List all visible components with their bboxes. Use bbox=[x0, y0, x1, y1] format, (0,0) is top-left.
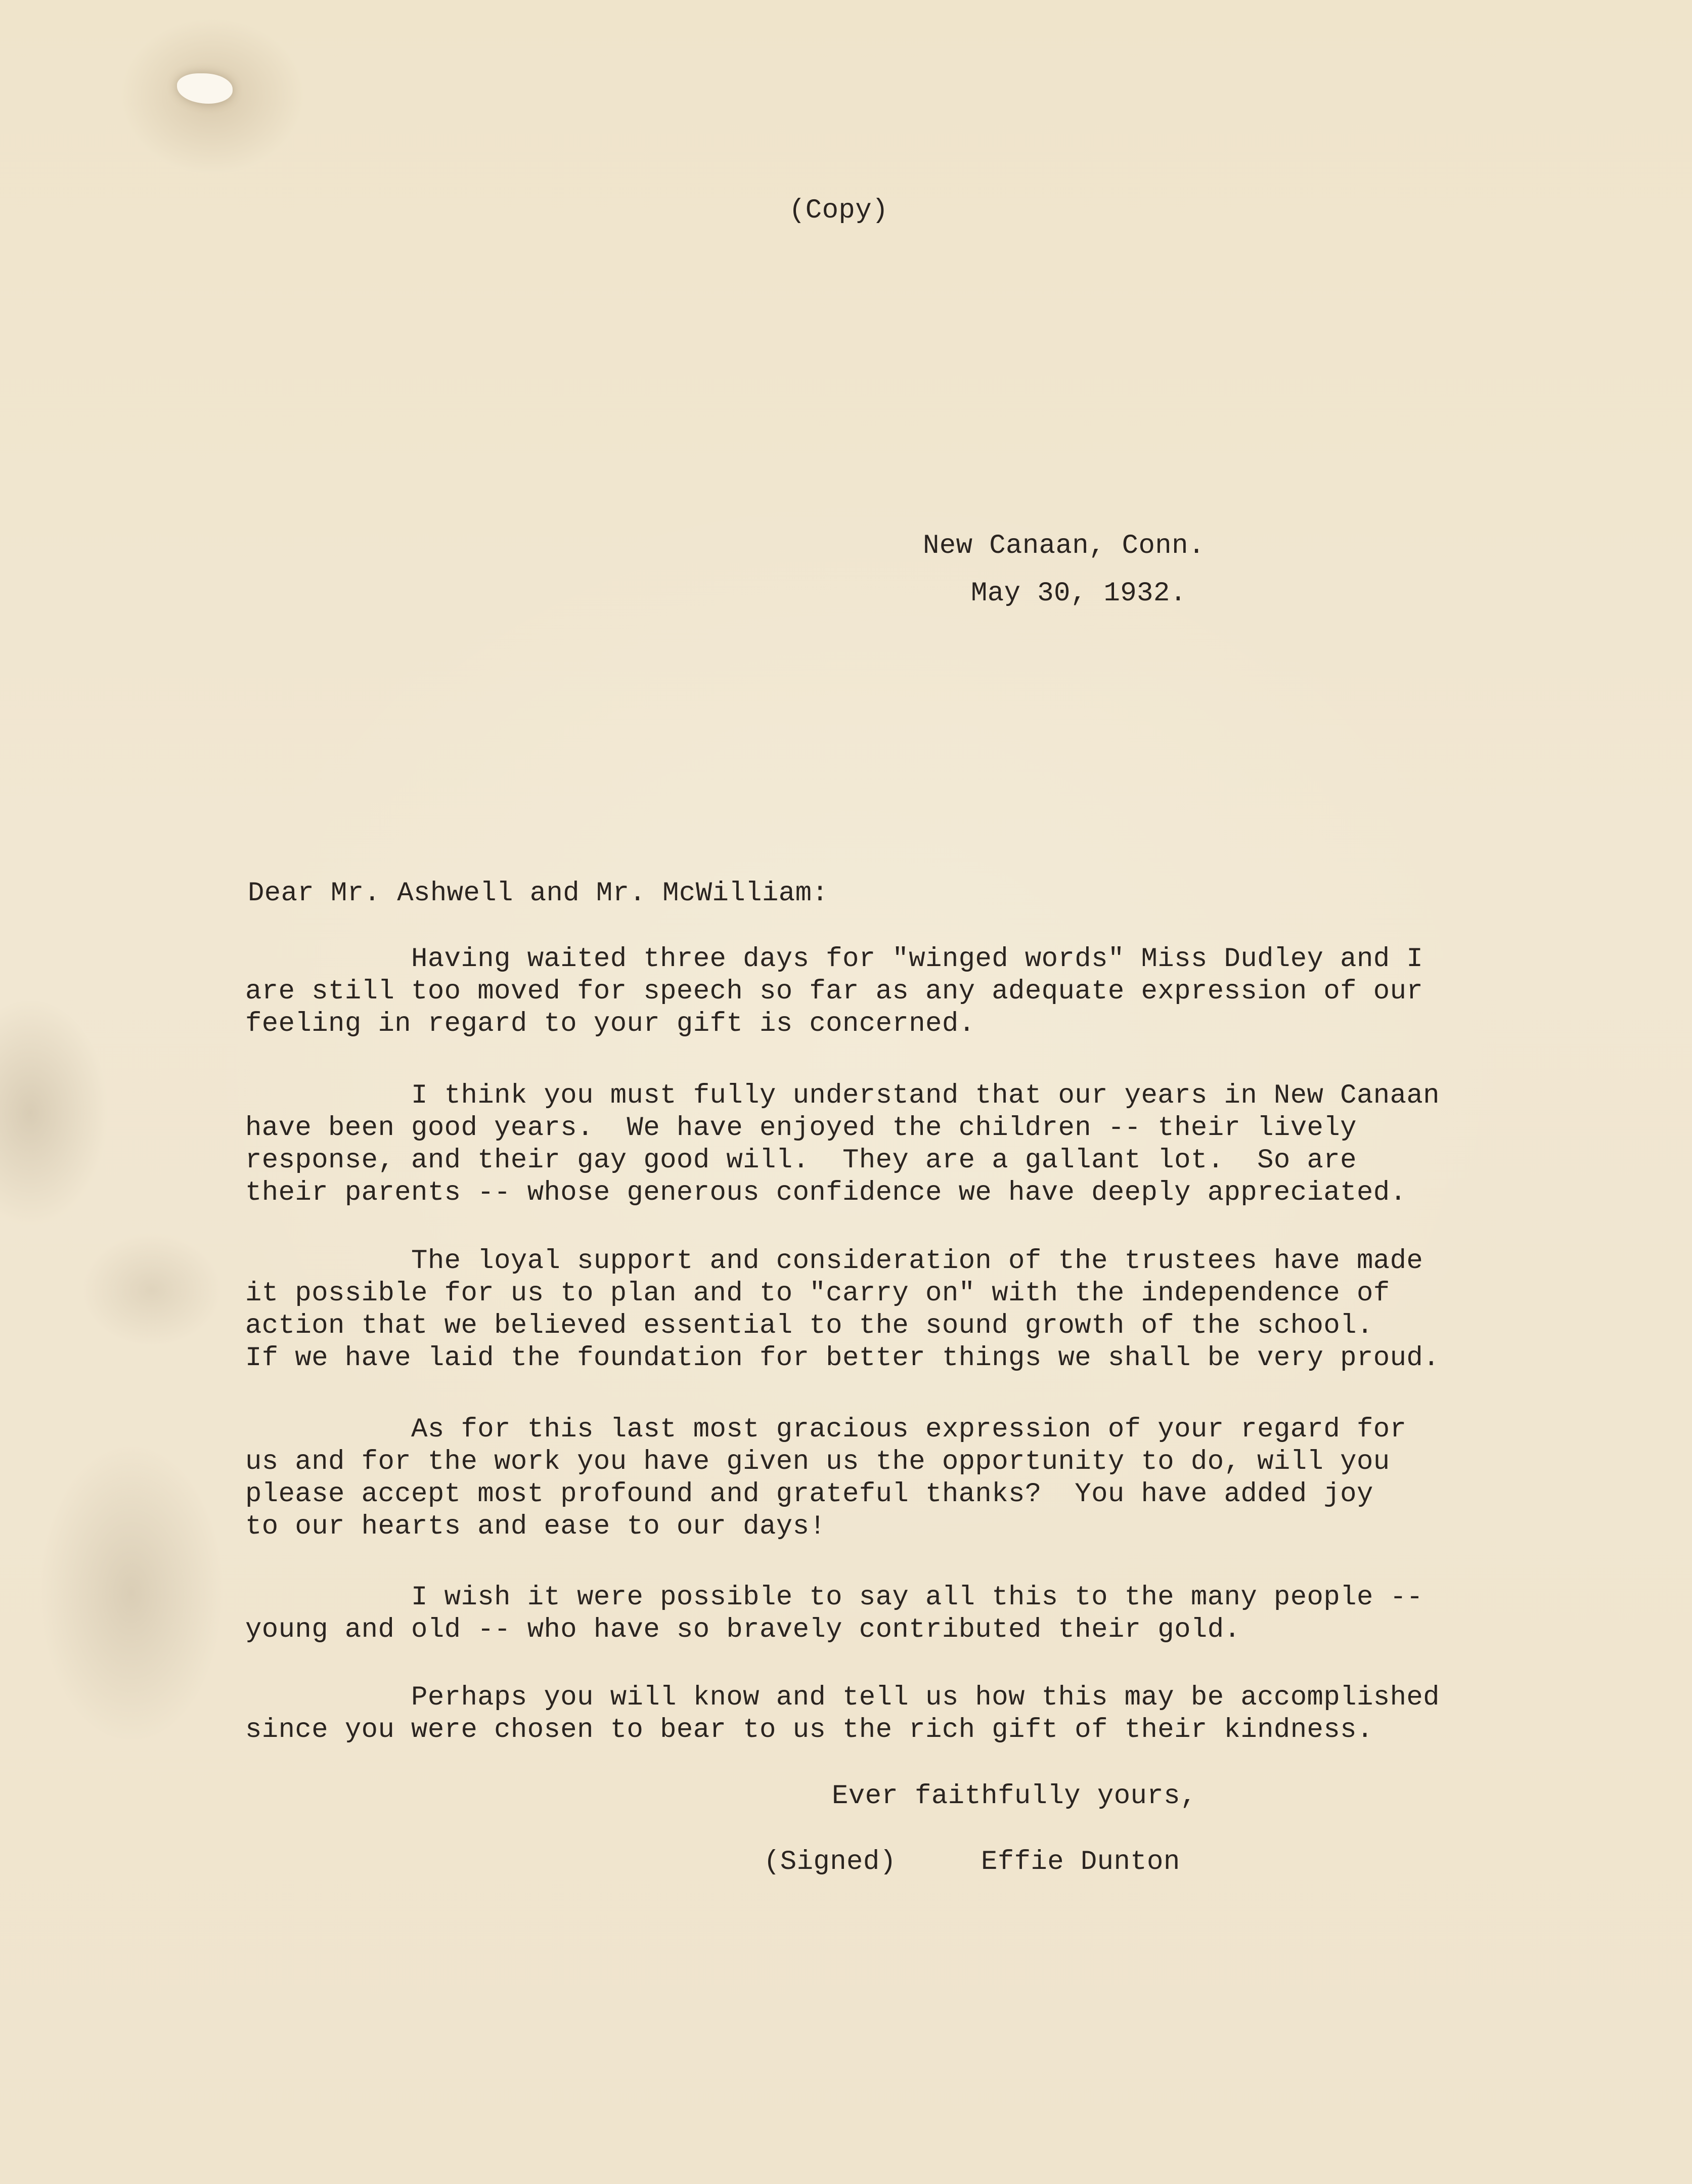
paragraph-line: feeling in regard to your gift is concerned. bbox=[245, 1009, 975, 1039]
paragraph-line: Perhaps you will know and tell us how this may be accomplished bbox=[245, 1682, 1440, 1713]
signature-label: (Signed) bbox=[764, 1847, 897, 1877]
paragraph-line: The loyal support and consideration of the trustees have made bbox=[245, 1246, 1423, 1277]
salutation: Dear Mr. Ashwell and Mr. McWilliam: bbox=[248, 878, 829, 909]
paragraph-line: I think you must fully understand that our years in New Canaan bbox=[245, 1080, 1440, 1111]
paragraph-line: I wish it were possible to say all this to the many people -- bbox=[245, 1582, 1423, 1613]
paragraph-line: their parents -- whose generous confidence we have deeply appreciated. bbox=[245, 1177, 1407, 1208]
paragraph-line: it possible for us to plan and to "carry on" with the independence of bbox=[245, 1278, 1390, 1309]
paragraph-line: since you were chosen to bear to us the rich gift of their kindness. bbox=[245, 1715, 1373, 1745]
paper-damage-mark bbox=[177, 73, 233, 104]
letter-date: May 30, 1932. bbox=[971, 578, 1187, 609]
paragraph-line: are still too moved for speech so far as any adequate expression of our bbox=[245, 976, 1423, 1007]
paragraph-line: response, and their gay good will. They are a gallant lot. So are bbox=[245, 1145, 1357, 1176]
signature-name: Effie Dunton bbox=[981, 1847, 1180, 1877]
paragraph-line: please accept most profound and grateful thanks? You have added joy bbox=[245, 1479, 1373, 1510]
paragraph-line: As for this last most gracious expression of your regard for bbox=[245, 1414, 1407, 1445]
paragraph-line: If we have laid the foundation for better things we shall be very proud. bbox=[245, 1343, 1440, 1374]
paragraph-line: have been good years. We have enjoyed the children -- their lively bbox=[245, 1113, 1357, 1144]
letter-place: New Canaan, Conn. bbox=[923, 531, 1205, 561]
paragraph-line: action that we believed essential to the sound growth of the school. bbox=[245, 1311, 1373, 1341]
paragraph-line: us and for the work you have given us the opportunity to do, will you bbox=[245, 1447, 1390, 1477]
copy-mark: (Copy) bbox=[789, 195, 888, 226]
paragraph-line: Having waited three days for "winged words" Miss Dudley and I bbox=[245, 944, 1423, 975]
closing: Ever faithfully yours, bbox=[832, 1781, 1197, 1812]
paragraph-line: young and old -- who have so bravely contributed their gold. bbox=[245, 1614, 1241, 1645]
paragraph-line: to our hearts and ease to our days! bbox=[245, 1511, 826, 1542]
